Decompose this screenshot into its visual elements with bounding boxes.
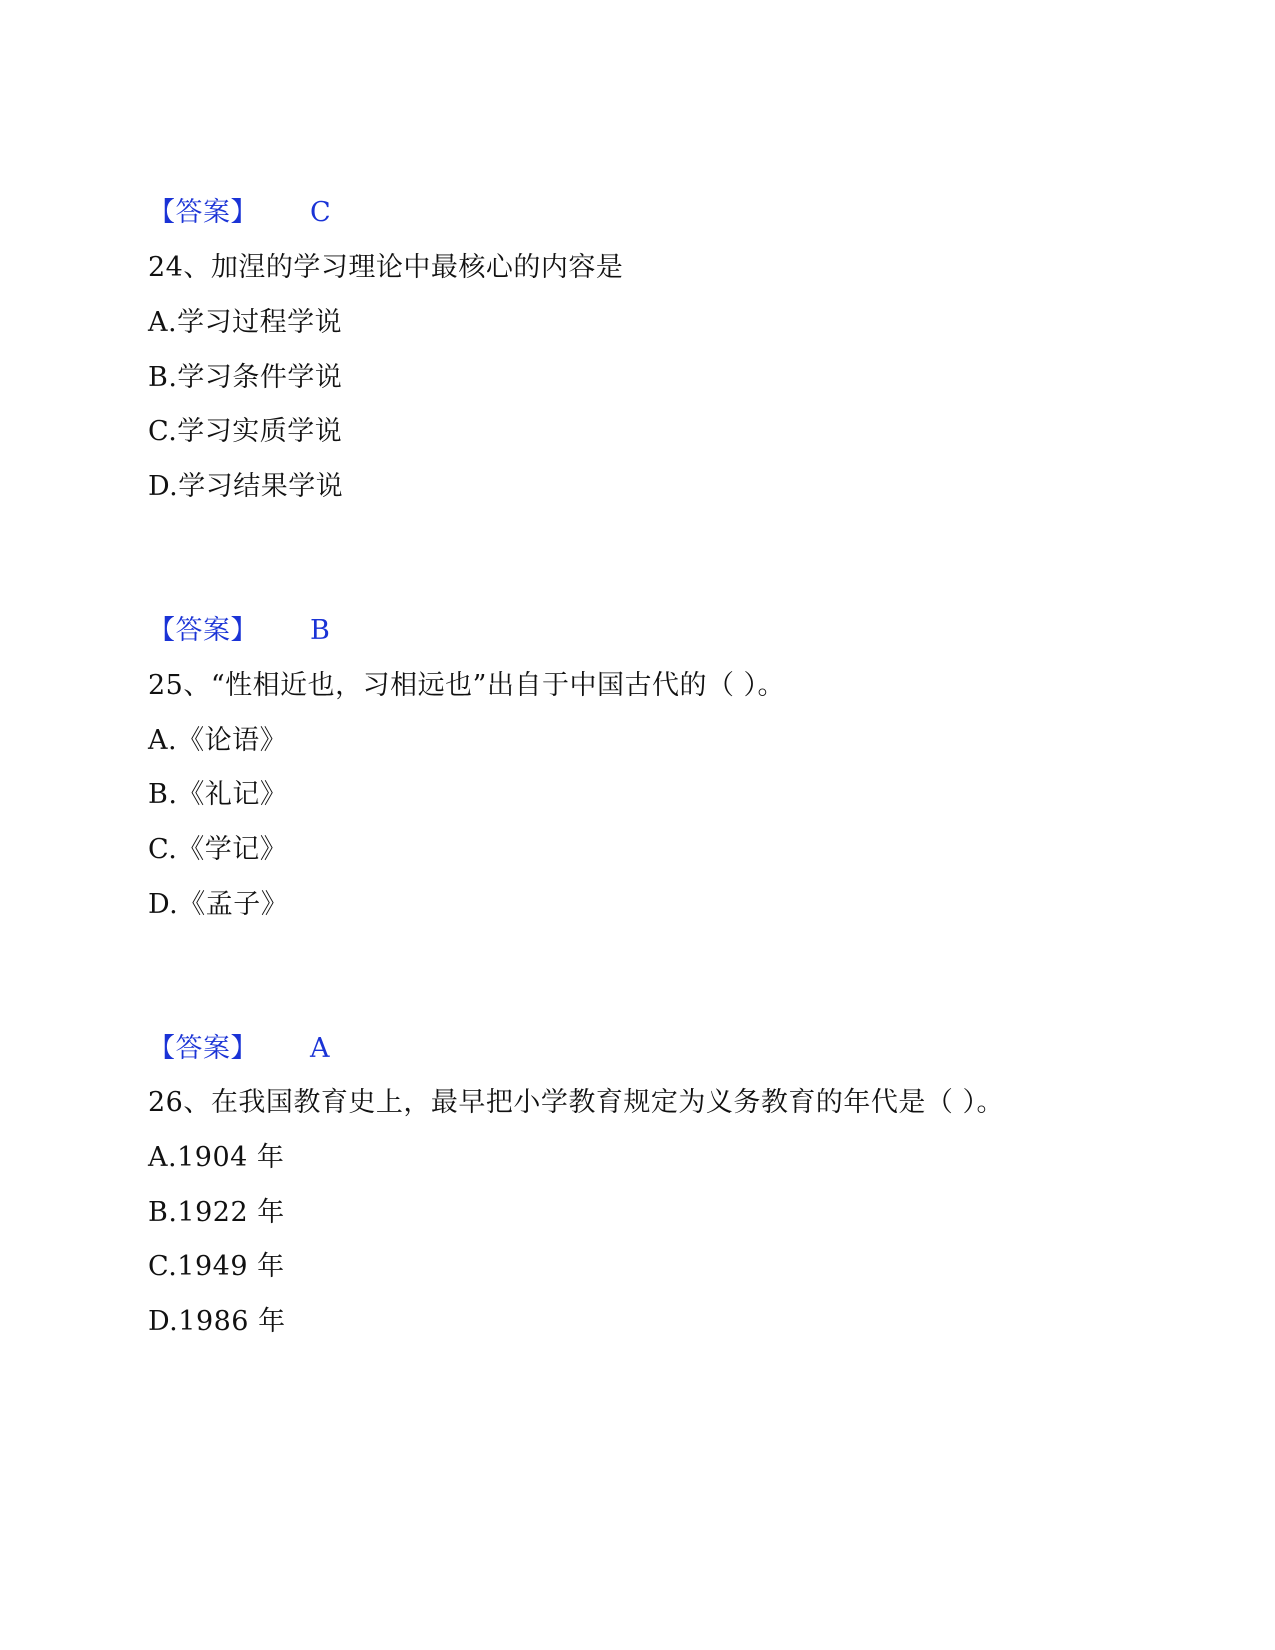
option-b: B.《礼记》 bbox=[148, 779, 288, 810]
question-26: 26、在我国教育史上，最早把小学教育规定为义务教育的年代是（ ）。 bbox=[148, 1087, 1004, 1118]
answer-label: 【答案】 bbox=[148, 1033, 258, 1064]
option-d: D.《孟子》 bbox=[148, 889, 289, 920]
answer-value: A bbox=[310, 1033, 330, 1064]
question-24: 24、加涅的学习理论中最核心的内容是 bbox=[148, 252, 624, 283]
option-a: A.《论语》 bbox=[148, 725, 288, 756]
option-b: B.学习条件学说 bbox=[148, 362, 343, 393]
answer-label: 【答案】 bbox=[148, 197, 258, 228]
option-d: D.学习结果学说 bbox=[148, 471, 344, 502]
option-c: C.学习实质学说 bbox=[148, 416, 343, 447]
answer-value: B bbox=[310, 615, 331, 646]
answer-line bbox=[148, 614, 330, 648]
answer-line bbox=[148, 1032, 330, 1066]
answer-line bbox=[148, 196, 331, 230]
answer-value: C bbox=[310, 197, 332, 228]
question-25: 25、“性相近也，习相远也”出自于中国古代的（ ）。 bbox=[148, 670, 786, 701]
option-a: A.1904 年 bbox=[148, 1142, 285, 1173]
option-b: B.1922 年 bbox=[148, 1197, 285, 1228]
option-c: C.1949 年 bbox=[148, 1251, 285, 1282]
option-d: D.1986 年 bbox=[148, 1306, 286, 1337]
option-a: A.学习过程学说 bbox=[148, 307, 343, 338]
answer-label: 【答案】 bbox=[148, 615, 258, 646]
option-c: C.《学记》 bbox=[148, 834, 288, 865]
